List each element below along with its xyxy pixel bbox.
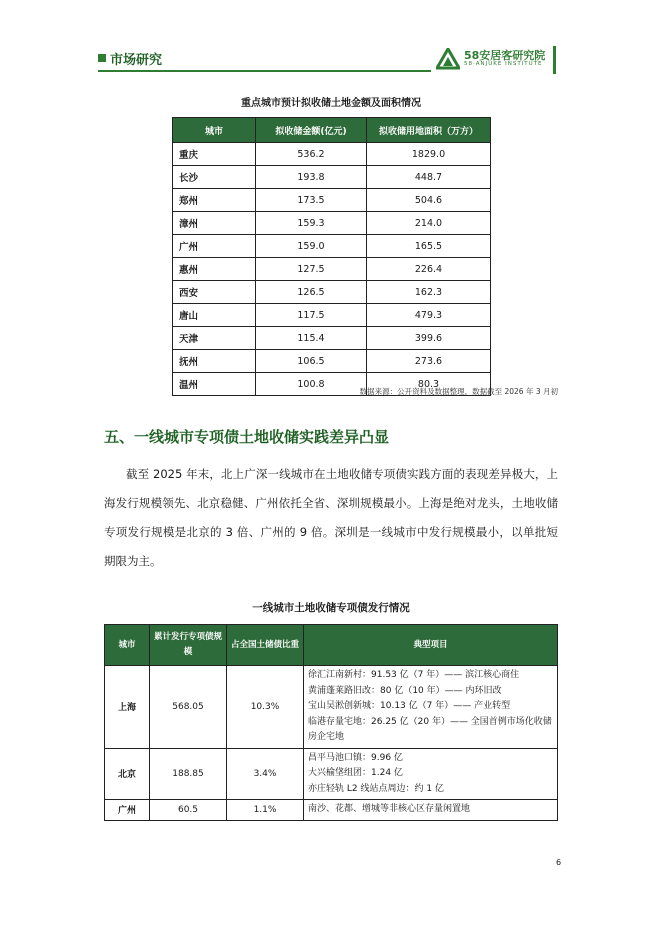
city-cell: 北京 (105, 748, 150, 800)
amount-cell: 126.5 (256, 281, 367, 304)
scale-cell: 568.05 (150, 666, 227, 749)
page-header (98, 44, 558, 72)
share-cell: 3.4% (227, 748, 304, 800)
body-paragraph: 截至 2025 年末，北上广深一线城市在土地收储专项债实践方面的表现差异极大，上海发行规模领先、北京稳健、广州依托全省、深圳规模最小。上海是绝对龙头，土地收储专项发行规模是北京的 3 倍、广州的 9 倍。深圳是一线城市中发行规模最小，以单批短期限为主。 (104, 467, 558, 568)
col-header: 占全国土储债比重 (227, 625, 304, 666)
city-cell: 长沙 (173, 166, 256, 189)
city-cell: 上海 (105, 666, 150, 749)
projects-cell (304, 666, 558, 749)
col-header: 城市 (105, 625, 150, 666)
area-cell: 226.4 (367, 258, 491, 281)
city-cell: 广州 (173, 235, 256, 258)
amount-cell: 193.8 (256, 166, 367, 189)
table-row (173, 235, 491, 258)
area-cell: 1829.0 (367, 143, 491, 166)
amount-cell: 159.3 (256, 212, 367, 235)
area-cell: 80.3 (367, 373, 491, 396)
table-row (173, 350, 491, 373)
house-logo-icon (436, 48, 460, 70)
city-cell: 西安 (173, 281, 256, 304)
project-item: 黄浦蓬莱路旧改：80 亿（10 年）—— 内环旧改 (308, 685, 502, 696)
col-header: 城市 (173, 118, 256, 143)
table-row (173, 143, 491, 166)
area-cell: 214.0 (367, 212, 491, 235)
scale-cell: 188.85 (150, 748, 227, 800)
project-item: 南沙、花都、增城等非核心区存量闲置地 (308, 804, 471, 814)
logo-bar (553, 46, 556, 74)
projects-cell (304, 800, 558, 821)
city-cell: 天津 (173, 327, 256, 350)
land-reserve-table (172, 117, 491, 396)
project-item: 临港存量宅地：26.25 亿（20 年）—— 全国首例市场化收储房企宅地 (308, 716, 552, 742)
city-cell: 广州 (105, 800, 150, 821)
area-cell: 399.6 (367, 327, 491, 350)
city-cell: 唐山 (173, 304, 256, 327)
section-marker-icon (98, 54, 106, 62)
table-row (105, 748, 558, 800)
city-cell: 重庆 (173, 143, 256, 166)
section-title: 市场研究 (110, 53, 163, 68)
page-number: 6 (556, 858, 562, 867)
logo-subtitle: 58·ANJUKE INSTITUTE (464, 61, 543, 67)
table2-title: 一线城市土地收储专项债发行情况 (252, 602, 410, 614)
table-row (105, 666, 558, 749)
table-row (173, 327, 491, 350)
col-header: 典型项目 (304, 625, 558, 666)
share-cell: 1.1% (227, 800, 304, 821)
city-cell: 漳州 (173, 212, 256, 235)
logo-name: 58安居客研究院 (464, 49, 546, 62)
table-header-row (173, 118, 491, 143)
area-cell: 448.7 (367, 166, 491, 189)
table-row (173, 258, 491, 281)
col-header: 累计发行专项债规模 (150, 625, 227, 666)
area-cell: 162.3 (367, 281, 491, 304)
amount-cell: 127.5 (256, 258, 367, 281)
project-item: 宝山吴淞创新城：10.13 亿（7 年）—— 产业转型 (308, 701, 511, 711)
area-cell: 504.6 (367, 189, 491, 212)
city-cell: 抚州 (173, 350, 256, 373)
logo (436, 46, 558, 72)
scale-cell: 60.5 (150, 800, 227, 821)
city-cell: 郑州 (173, 189, 256, 212)
city-cell: 惠州 (173, 258, 256, 281)
amount-cell: 115.4 (256, 327, 367, 350)
projects-cell (304, 748, 558, 800)
col-header: 拟收储用地面积（万方） (367, 118, 491, 143)
area-cell: 165.5 (367, 235, 491, 258)
table1-source: 数据来源：公开资料及数据整理，数据截至 2026 年 3 月初 (359, 387, 558, 396)
table1-title: 重点城市预计拟收储土地金额及面积情况 (241, 98, 421, 109)
project-item: 大兴榆垡组团：1.24 亿 (308, 768, 403, 778)
table-row (173, 189, 491, 212)
table-header-row (105, 625, 558, 666)
header-rule (98, 70, 431, 72)
table-row (173, 304, 491, 327)
project-item: 徐汇江南新村：91.53 亿（7 年）—— 滨江核心商住 (308, 670, 520, 680)
table-row (173, 281, 491, 304)
table-row (173, 166, 491, 189)
table-row (105, 800, 558, 821)
first-tier-bond-table (104, 624, 558, 821)
city-cell: 温州 (173, 373, 256, 396)
project-item: 昌平马池口镇：9.96 亿 (308, 752, 403, 763)
amount-cell: 100.8 (256, 373, 367, 396)
section-heading: 五、一线城市专项债土地收储实践差异凸显 (104, 428, 390, 446)
area-cell: 479.3 (367, 304, 491, 327)
table-row (173, 212, 491, 235)
amount-cell: 106.5 (256, 350, 367, 373)
project-item: 亦庄轻轨 L2 线站点周边：约 1 亿 (308, 783, 444, 794)
amount-cell: 117.5 (256, 304, 367, 327)
amount-cell: 536.2 (256, 143, 367, 166)
amount-cell: 173.5 (256, 189, 367, 212)
area-cell: 273.6 (367, 350, 491, 373)
share-cell: 10.3% (227, 666, 304, 749)
col-header: 拟收储金额(亿元) (256, 118, 367, 143)
amount-cell: 159.0 (256, 235, 367, 258)
